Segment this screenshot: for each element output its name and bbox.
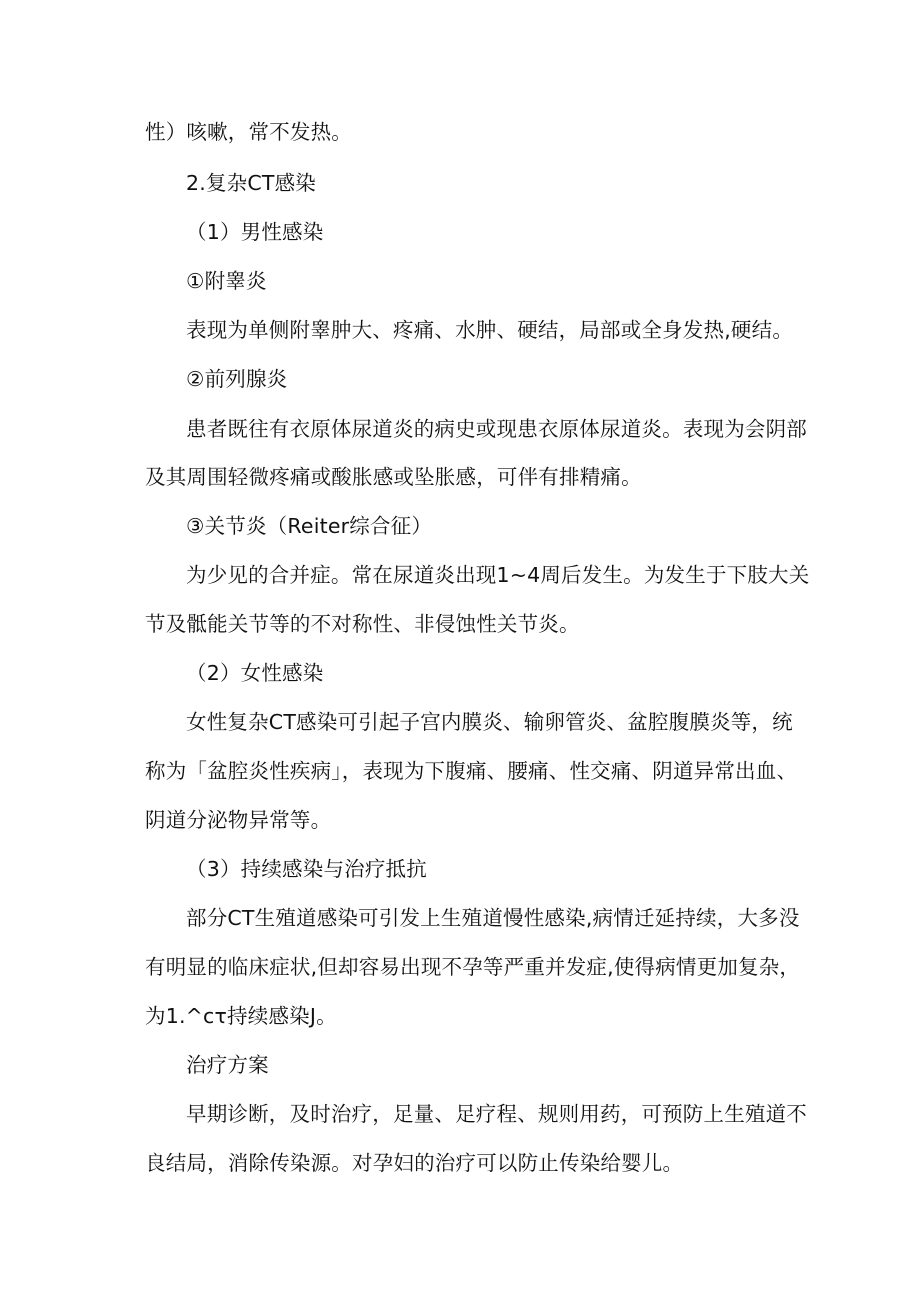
section-heading: 治疗方案	[186, 1053, 269, 1077]
section-heading: 2.复杂CT感染	[186, 171, 316, 195]
text-line: 及其周围轻微疼痛或酸胀感或坠胀感，可伴有排精痛。	[145, 465, 642, 489]
subsection-heading: （1）男性感染	[186, 220, 324, 244]
text-line: 患者既往有衣原体尿道炎的病史或现患衣原体尿道炎。表现为会阴部	[186, 417, 807, 441]
text-line: 称为「盆腔炎性疾病」，表现为下腹痛、腰痛、性交痛、阴道异常出血、	[145, 759, 798, 783]
text-line: 女性复杂CT感染可引起子宫内膜炎、输卵管炎、盆腔腹膜炎等，统	[186, 710, 793, 734]
text-line: 阴道分泌物异常等。	[145, 808, 332, 832]
item-heading: ②前列腺炎	[186, 367, 288, 391]
subsection-heading: （2）女性感染	[186, 661, 324, 685]
item-heading: ①附睾炎	[186, 269, 267, 293]
text-line: 为1.^cτ持续感染J。	[145, 1004, 337, 1028]
text-line: 性）咳嗽，常不发热。	[145, 120, 352, 144]
text-line: 为少见的合并症。常在尿道炎出现1~4周后发生。为发生于下肢大关	[186, 563, 810, 587]
item-heading: ③关节炎（Reiter综合征）	[186, 514, 433, 538]
text-line: 节及骶能关节等的不对称性、非侵蚀性关节炎。	[145, 612, 580, 636]
subsection-heading: （3）持续感染与治疗抵抗	[186, 857, 427, 881]
text-line: 有明显的临床症状,但却容易出现不孕等严重并发症,使得病情更加复杂，	[145, 955, 801, 979]
text-line: 良结局，消除传染源。对孕妇的治疗可以防止传染给婴儿。	[145, 1151, 684, 1175]
text-line: 表现为单侧附睾肿大、疼痛、水肿、硬结，局部或全身发热,硬结。	[186, 318, 794, 342]
text-line: 早期诊断，及时治疗，足量、足疗程、规则用药，可预防上生殖道不	[186, 1102, 807, 1126]
text-line: 部分CT生殖道感染可引发上生殖道慢性感染,病情迁延持续，大多没	[186, 906, 800, 930]
